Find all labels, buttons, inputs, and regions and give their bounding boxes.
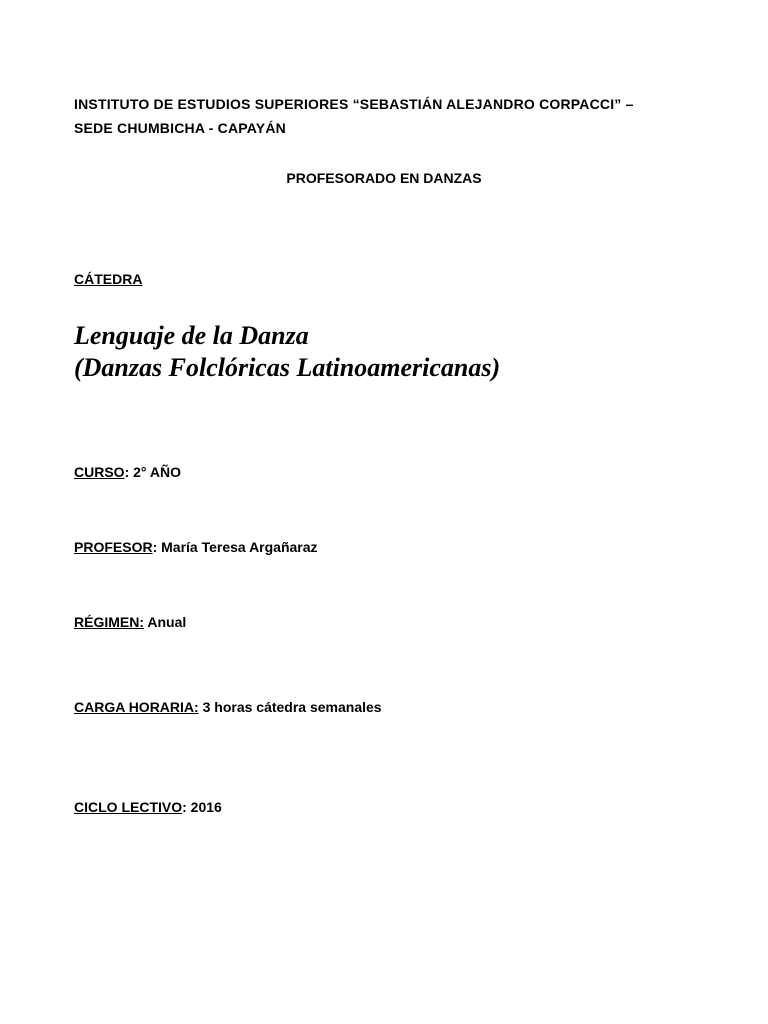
institute-header [74,92,700,140]
field-ciclo-lectivo-label: CICLO LECTIVO [74,799,183,815]
field-regimen-label: RÉGIMEN: [74,614,144,630]
field-curso-label: CURSO [74,464,125,480]
field-curso [74,462,700,482]
institute-name-line1: INSTITUTO DE ESTUDIOS SUPERIORES “SEBASTIÁN ALEJANDRO CORPACCI” – [74,96,634,112]
course-title-line2: (Danzas Folclóricas Latinoamericanas) [74,353,501,382]
field-profesor-label: PROFESOR [74,539,153,555]
field-ciclo-lectivo [74,797,700,817]
field-profesor-value: : María Teresa Argañaraz [152,539,318,555]
institute-name-line2: SEDE CHUMBICHA - CAPAYÁN [74,120,286,136]
field-regimen-value: Anual [144,614,187,630]
field-profesor [74,537,700,557]
program-title: PROFESORADO EN DANZAS [286,170,482,186]
field-regimen [74,612,700,632]
field-curso-value: : 2° AÑO [124,464,181,480]
course-title-line1: Lenguaje de la Danza [74,321,309,350]
field-carga-horaria-value: 3 horas cátedra semanales [198,699,382,715]
catedra-label: CÁTEDRA [74,271,143,287]
field-carga-horaria [74,697,700,717]
field-carga-horaria-label: CARGA HORARIA: [74,699,199,715]
course-title [74,320,700,384]
field-ciclo-lectivo-value: : 2016 [182,799,222,815]
